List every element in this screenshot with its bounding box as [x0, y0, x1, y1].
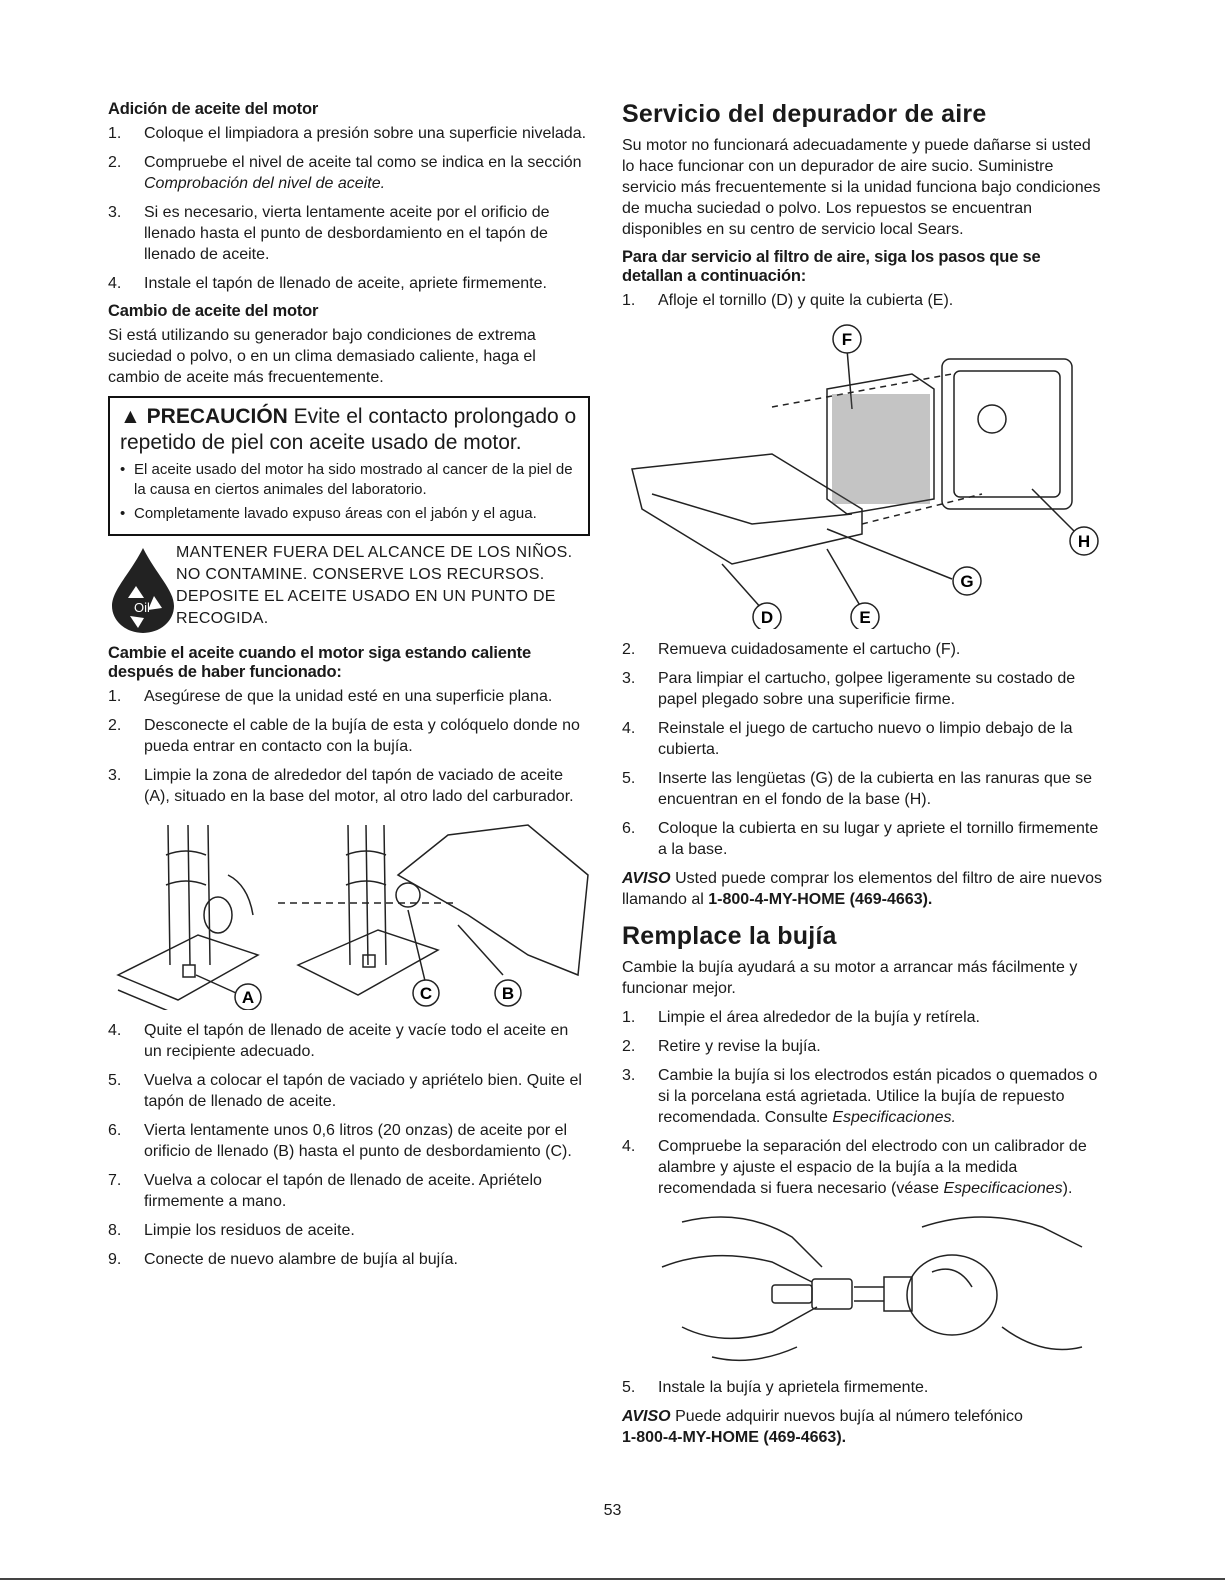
callout-f: F: [841, 330, 853, 349]
add-oil-heading: Adición de aceite del motor: [108, 100, 319, 118]
air-cleaner-notice: AVISO Usted puede comprar los elementos del filtro de aire nuevos llamando al 1-800-4-MY-HOME (469-4663).: [622, 870, 1102, 908]
spark-plug-list: [622, 1007, 1104, 1199]
callout-c: C: [419, 984, 433, 1003]
air-cleaner-heading: Servicio del depurador de aire: [622, 100, 987, 128]
callout-d: D: [760, 608, 774, 627]
caution-bullet: • El aceite usado del motor ha sido mostrado al cancer de la piel de la causa en ciertos animales del laboratorio.: [120, 460, 580, 500]
list-item: 3. Limpie la zona de alrededor del tapón de vaciado de aceite (A), situado en la base del motor, al otro lado del carburador.: [108, 767, 574, 805]
list-item: 2. Retire y revise la bujía.: [622, 1038, 821, 1055]
list-item: 2. Desconecte el cable de la bujía de esta y colóquelo donde no pueda entrar en contacto con la bujía.: [108, 717, 580, 755]
air-cleaner-paragraph: Su motor no funcionará adecuadamente y puede dañarse si usted lo hace funcionar con un depurador de aire sucio. Suministre servicio más frecuentemente si la unidad funciona bajo condiciones de mucha suciedad o polvo. Los repuestos se encuentran disponibles en su centro de servicio local Sears.: [622, 137, 1101, 238]
air-cleaner-list: [622, 290, 1104, 311]
warning-triangle-icon: ▲: [120, 405, 141, 428]
callout-e: E: [859, 608, 871, 627]
page-bottom-rule: [0, 1578, 1225, 1580]
svg-text:Oil: Oil: [134, 600, 150, 615]
right-column: [622, 100, 1104, 1456]
oil-drain-figure: [108, 815, 590, 1010]
page-number: 53: [603, 1502, 622, 1519]
air-filter-figure: [622, 319, 1104, 629]
caution-bullet: • Completamente lavado expuso áreas con el jabón y el agua.: [120, 504, 580, 524]
list-item: 2. Remueva cuidadosamente el cartucho (F).: [622, 641, 961, 658]
left-column: [108, 100, 590, 1278]
list-item: 3. Si es necesario, vierta lentamente aceite por el orificio de llenado hasta el punto de desbordamiento en el tapón de llenado de aceite.: [108, 204, 550, 263]
spark-plug-notice: AVISO Puede adquirir nuevos bujía al número telefónico 1-800-4-MY-HOME (469-4663).: [622, 1408, 1023, 1446]
list-item: 2. Compruebe el nivel de aceite tal como se indica en la sección Comprobación del nivel de aceite.: [108, 154, 582, 192]
caution-text: Evite el contacto prolongado o repetido de piel con aceite usado de motor.: [120, 405, 577, 454]
list-item: 3. Cambie la bujía si los electrodos están picados o quemados o si la porcelana está agrietada. Utilice la bujía de repuesto recomendada. Consulte Especificaciones.: [622, 1067, 1098, 1126]
list-item: 1. Afloje el tornillo (D) y quite la cubierta (E).: [622, 292, 954, 309]
spark-plug-heading: Remplace la bujía: [622, 922, 837, 950]
list-item: 1. Asegúrese de que la unidad esté en una superficie plana.: [108, 688, 553, 705]
hot-change-list: [108, 686, 590, 807]
list-item: 6. Vierta lentamente unos 0,6 litros (20 onzas) de aceite por el orificio de llenado (B) hasta el punto de desbordamiento (C).: [108, 1122, 572, 1160]
add-oil-list: [108, 123, 590, 294]
list-item: 3. Para limpiar el cartucho, golpee ligeramente su costado de papel plegado sobre una superificie firme.: [622, 670, 1076, 708]
list-item: 6. Coloque la cubierta en su lugar y apriete el tornillo firmemente a la base.: [622, 820, 1099, 858]
hot-change-list-continued: [108, 1020, 590, 1270]
hot-change-heading: Cambie el aceite cuando el motor siga estando caliente después de haber funcionado:: [108, 644, 531, 681]
callout-g: G: [960, 572, 974, 591]
spark-plug-figure: [622, 1207, 1104, 1367]
list-item: 5. Vuelva a colocar el tapón de vaciado y apriételo bien. Quite el tapón de llenado de aceite.: [108, 1072, 582, 1110]
callout-h: H: [1077, 532, 1091, 551]
list-item: 4. Compruebe la separación del electrodo con un calibrador de alambre y ajuste el espacio de la bujía a la medida recomendada si fuera necesario (véase Especificaciones).: [622, 1138, 1087, 1197]
change-oil-heading: Cambio de aceite del motor: [108, 302, 319, 320]
list-item: 8. Limpie los residuos de aceite.: [108, 1222, 355, 1239]
recycle-text: MANTENER FUERA DEL ALCANCE DE LOS NIÑOS. NO CONTAMINE. CONSERVE LOS RECURSOS. DEPOSITE EL ACEITE USADO EN UN PUNTO DE RECOGIDA.: [176, 544, 573, 627]
change-oil-paragraph: Si está utilizando su generador bajo condiciones de extrema suciedad o polvo, o en un clima demasiado caliente, haga el cambio de aceite más frecuentemente.: [108, 327, 536, 386]
list-item: 5. Instale la bujía y aprietela firmemente.: [622, 1379, 929, 1396]
callout-b: B: [501, 984, 515, 1003]
spark-plug-list-continued: [622, 1377, 1104, 1398]
list-item: 4. Reinstale el juego de cartucho nuevo o limpio debajo de la cubierta.: [622, 720, 1073, 758]
spark-plug-paragraph: Cambie la bujía ayudará a su motor a arrancar más fácilmente y funcionar mejor.: [622, 959, 1078, 997]
list-item: 4. Quite el tapón de llenado de aceite y vacíe todo el aceite en un recipiente adecuado.: [108, 1022, 569, 1060]
caution-box: [108, 396, 590, 536]
list-item: 1. Limpie el área alrededor de la bujía y retírela.: [622, 1009, 980, 1026]
oil-recycle-icon: [108, 546, 178, 634]
recycle-notice: [108, 542, 590, 630]
list-item: 1. Coloque el limpiadora a presión sobre una superficie nivelada.: [108, 125, 587, 142]
list-item: 4. Instale el tapón de llenado de aceite, apriete firmemente.: [108, 275, 547, 292]
caution-label: PRECAUCIÓN: [146, 405, 288, 428]
list-item: 5. Inserte las lengüetas (G) de la cubierta en las ranuras que se encuentran en el fondo de la base (H).: [622, 770, 1093, 808]
callout-a: A: [241, 988, 255, 1007]
caution-bullets: [120, 460, 580, 524]
air-cleaner-list-continued: [622, 639, 1104, 860]
list-item: 9. Conecte de nuevo alambre de bujía al bujía.: [108, 1251, 458, 1268]
list-item: 7. Vuelva a colocar el tapón de llenado de aceite. Apriételo firmemente a mano.: [108, 1172, 542, 1210]
air-cleaner-subheading: Para dar servicio al filtro de aire, siga los pasos que se detallan a continuación:: [622, 248, 1041, 285]
